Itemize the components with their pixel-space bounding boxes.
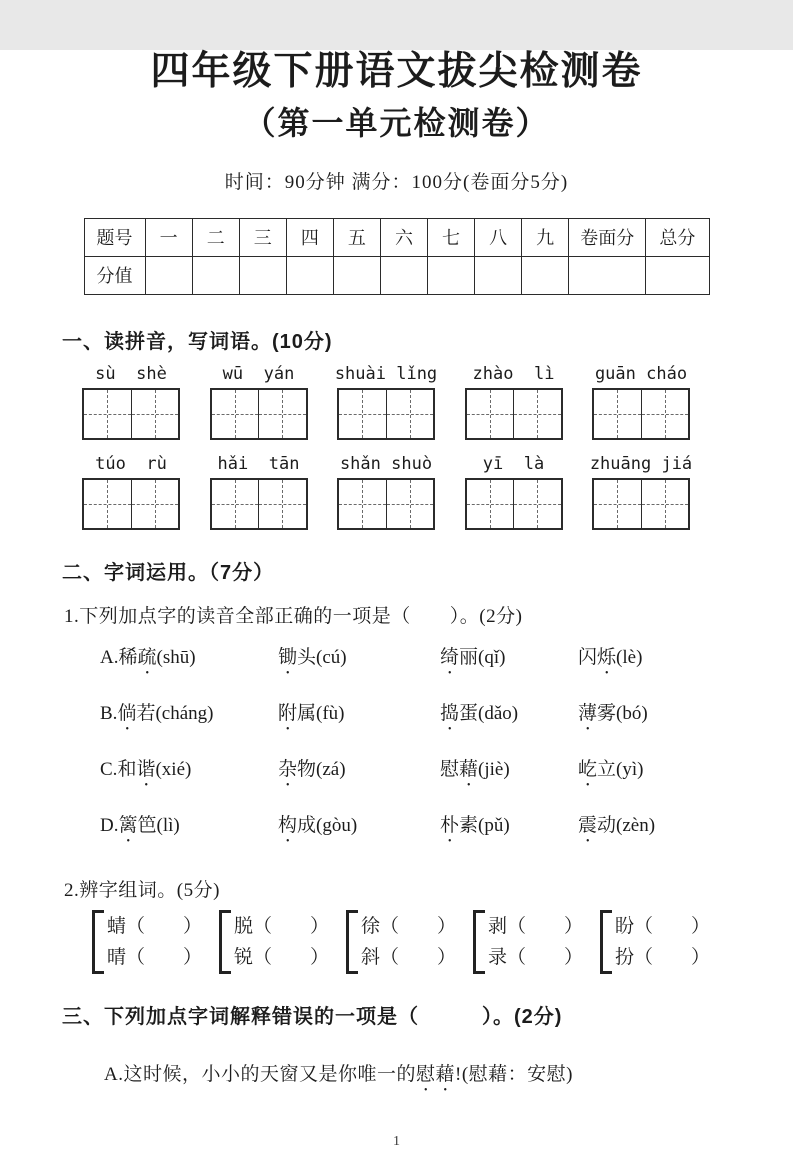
word-pair-group xyxy=(219,910,329,974)
section-three-heading: 三、下列加点字词解释错误的一项是（ ）。(2分) xyxy=(62,1005,563,1028)
answer-blank: （ ） xyxy=(633,946,710,968)
sentence-text-dotted: 慰藉 xyxy=(415,1063,455,1085)
score-header-cell: 八 xyxy=(475,218,522,256)
option-b-item-3 xyxy=(440,698,578,735)
left-bracket-icon xyxy=(473,910,485,974)
group-lines xyxy=(488,912,583,972)
group-char: 盼 xyxy=(614,915,634,937)
group-char: 斜 xyxy=(360,946,380,968)
option-word: 慰 xyxy=(440,758,460,780)
score-value-cell xyxy=(569,256,646,294)
option-d-item-1 xyxy=(100,810,278,847)
pinyin-label: yī là xyxy=(482,453,545,474)
writing-box xyxy=(592,478,690,530)
pinyin-row-1 xyxy=(72,364,700,440)
option-word: (lè) xyxy=(616,646,643,668)
score-value-cell xyxy=(646,256,709,294)
pinyin-unit xyxy=(582,454,700,530)
answer-blank: （ ） xyxy=(379,946,456,968)
section-two-heading: 二、字词运用。（7分） xyxy=(62,561,275,584)
group-line xyxy=(234,912,329,941)
writing-box xyxy=(210,478,308,530)
writing-box-cell xyxy=(594,390,642,438)
option-word: (jiè) xyxy=(478,758,510,780)
answer-blank: （ ） xyxy=(506,915,583,937)
option-word: 笆(lì) xyxy=(137,814,180,836)
score-value-cell xyxy=(239,256,286,294)
word-pair-group xyxy=(346,910,456,974)
exam-meta: 时间：90分钟 满分：100分(卷面分5分) xyxy=(224,171,569,193)
writing-box-cell xyxy=(594,480,642,528)
score-header-cell: 题号 xyxy=(84,218,145,256)
writing-box xyxy=(465,478,563,530)
group-line xyxy=(234,943,329,972)
writing-box-cell xyxy=(514,480,561,528)
option-a-item-2 xyxy=(278,642,440,679)
pinyin-row-2 xyxy=(72,454,700,530)
option-word-dotted: 绮 xyxy=(440,646,460,668)
option-word-dotted: 构 xyxy=(278,814,298,836)
option-word: 动(zèn) xyxy=(597,814,656,836)
word-pair-group xyxy=(473,910,583,974)
writing-box xyxy=(82,478,180,530)
writing-box-cell xyxy=(259,390,306,438)
writing-box-cell xyxy=(212,480,260,528)
question-1-options xyxy=(100,642,793,847)
group-lines xyxy=(615,912,710,972)
answer-blank: （ ） xyxy=(253,915,330,937)
option-label: A. xyxy=(100,646,119,668)
score-header-cell: 七 xyxy=(427,218,474,256)
option-word-dotted: 锄 xyxy=(278,646,298,668)
score-header-cell: 二 xyxy=(192,218,239,256)
group-line xyxy=(488,943,583,972)
score-value-cell xyxy=(475,256,522,294)
pinyin-label: zhuāng jiá xyxy=(589,453,693,474)
group-char: 录 xyxy=(487,946,507,968)
answer-blank: （ ） xyxy=(506,946,583,968)
option-word-dotted: 震 xyxy=(578,814,598,836)
option-label: B. xyxy=(100,702,118,724)
score-header-cell: 总分 xyxy=(646,218,709,256)
question-1-stem: 1.下列加点字的读音全部正确的一项是（ ）。(2分) xyxy=(64,605,523,627)
pinyin-label: shuài lǐng xyxy=(334,363,438,384)
group-line xyxy=(361,912,456,941)
group-lines xyxy=(107,912,202,972)
option-word: 头(cú) xyxy=(297,646,347,668)
pinyin-label: sù shè xyxy=(95,363,167,384)
option-word-dotted: 屹 xyxy=(578,758,598,780)
word-pair-group xyxy=(92,910,202,974)
writing-box-cell xyxy=(387,480,434,528)
option-d-item-3 xyxy=(440,810,578,847)
option-word: 雾(bó) xyxy=(597,702,648,724)
option-b-item-4 xyxy=(578,698,793,735)
score-table-value-row xyxy=(84,256,709,294)
score-value-cell xyxy=(380,256,427,294)
option-word-dotted: 疏 xyxy=(137,646,157,668)
option-word: 和 xyxy=(117,758,137,780)
page-number: 1 xyxy=(393,1133,400,1149)
option-c-item-2 xyxy=(278,754,440,791)
writing-box-cell xyxy=(132,480,179,528)
writing-box xyxy=(337,388,435,440)
pinyin-unit xyxy=(455,454,573,530)
option-word: 立(yì) xyxy=(597,758,644,780)
word-pair-group xyxy=(600,910,710,974)
option-c-item-4 xyxy=(578,754,793,791)
score-value-cell xyxy=(522,256,569,294)
pinyin-label: zhào lì xyxy=(472,363,555,384)
pinyin-unit xyxy=(72,454,190,530)
section-one-heading: 一、读拼音，写词语。(10分) xyxy=(62,330,333,353)
option-word-dotted: 篱 xyxy=(118,814,138,836)
pinyin-label: guān cháo xyxy=(594,363,688,384)
answer-blank: （ ） xyxy=(379,915,456,937)
score-header-cell: 卷面分 xyxy=(569,218,646,256)
option-word: 素(pǔ) xyxy=(459,814,510,836)
score-header-cell: 六 xyxy=(380,218,427,256)
score-value-cell xyxy=(427,256,474,294)
pinyin-label: wū yán xyxy=(222,363,295,384)
section-three-option-a xyxy=(104,1059,793,1096)
writing-box xyxy=(592,388,690,440)
group-char: 蜻 xyxy=(107,915,127,937)
score-value-cell xyxy=(192,256,239,294)
option-b-item-2 xyxy=(278,698,440,735)
pinyin-unit xyxy=(327,364,445,440)
pinyin-unit xyxy=(200,454,318,530)
writing-box xyxy=(210,388,308,440)
writing-box-cell xyxy=(642,390,689,438)
option-b-item-1 xyxy=(100,698,278,735)
option-a-item-4 xyxy=(578,642,793,679)
option-label: C. xyxy=(100,758,118,780)
option-word-dotted: 薄 xyxy=(578,702,598,724)
question-2-stem: 2.辨字组词。(5分) xyxy=(64,879,220,901)
left-bracket-icon xyxy=(219,910,231,974)
option-word-dotted: 朴 xyxy=(440,814,460,836)
group-char: 剥 xyxy=(487,915,507,937)
left-bracket-icon xyxy=(346,910,358,974)
option-word: 闪 xyxy=(578,646,598,668)
score-value-cell xyxy=(333,256,380,294)
option-word-dotted: 倘 xyxy=(117,702,137,724)
pinyin-unit xyxy=(455,364,573,440)
group-char: 徐 xyxy=(360,915,380,937)
pinyin-label: túo rù xyxy=(95,453,167,474)
option-d-item-4 xyxy=(578,810,793,847)
group-line xyxy=(615,912,710,941)
option-c-item-1 xyxy=(100,754,278,791)
option-word: 成(gòu) xyxy=(297,814,358,836)
group-char: 晴 xyxy=(107,946,127,968)
option-a-item-1 xyxy=(100,642,278,679)
score-header-cell: 五 xyxy=(333,218,380,256)
group-line xyxy=(615,943,710,972)
option-word: 物(zá) xyxy=(297,758,346,780)
pinyin-unit xyxy=(582,364,700,440)
writing-box-cell xyxy=(642,480,689,528)
score-header-cell: 九 xyxy=(522,218,569,256)
group-line xyxy=(361,943,456,972)
writing-box xyxy=(465,388,563,440)
group-line xyxy=(107,943,202,972)
option-word: (shū) xyxy=(156,646,196,668)
answer-blank: （ ） xyxy=(126,915,203,937)
group-char: 脱 xyxy=(233,915,253,937)
group-lines xyxy=(361,912,456,972)
pinyin-unit xyxy=(200,364,318,440)
score-table xyxy=(84,218,710,295)
group-char: 扮 xyxy=(614,946,634,968)
left-bracket-icon xyxy=(92,910,104,974)
score-value-cell xyxy=(286,256,333,294)
writing-box-cell xyxy=(467,480,515,528)
pinyin-label: hǎi tān xyxy=(217,453,300,474)
sentence-text: A.这时候，小小的天窗又是你唯一的 xyxy=(104,1063,416,1085)
answer-blank: （ ） xyxy=(253,946,330,968)
score-header-cell: 一 xyxy=(145,218,192,256)
option-word: 属(fù) xyxy=(297,702,345,724)
group-line xyxy=(107,912,202,941)
pinyin-label: shǎn shuò xyxy=(339,453,433,474)
writing-box-cell xyxy=(212,390,260,438)
option-word: 若(cháng) xyxy=(136,702,214,724)
option-word-dotted: 捣 xyxy=(440,702,460,724)
option-word: 稀 xyxy=(118,646,138,668)
score-header-cell: 四 xyxy=(286,218,333,256)
option-word-dotted: 藉 xyxy=(459,758,479,780)
writing-box xyxy=(337,478,435,530)
answer-blank: （ ） xyxy=(633,915,710,937)
option-c-item-3 xyxy=(440,754,578,791)
writing-box-cell xyxy=(339,480,387,528)
group-lines xyxy=(234,912,329,972)
option-word: 丽(qǐ) xyxy=(459,646,506,668)
writing-box-cell xyxy=(387,390,434,438)
option-d-item-2 xyxy=(278,810,440,847)
score-value-row-label: 分值 xyxy=(84,256,145,294)
option-word-dotted: 杂 xyxy=(278,758,298,780)
exam-paper-page xyxy=(0,50,793,1171)
left-bracket-icon xyxy=(600,910,612,974)
writing-box-cell xyxy=(132,390,179,438)
writing-box-cell xyxy=(467,390,515,438)
writing-box xyxy=(82,388,180,440)
pinyin-unit xyxy=(327,454,445,530)
score-table-header-row xyxy=(84,218,709,256)
writing-box-cell xyxy=(84,390,132,438)
option-word-dotted: 烁 xyxy=(597,646,617,668)
writing-box-cell xyxy=(514,390,561,438)
question-2-groups xyxy=(92,910,710,974)
option-word: (xié) xyxy=(155,758,192,780)
page-subtitle: （第一单元检测卷） xyxy=(243,104,550,141)
option-a-item-3 xyxy=(440,642,578,679)
page-title: 四年级下册语文拔尖检测卷 xyxy=(150,50,643,93)
score-value-cell xyxy=(145,256,192,294)
writing-box-cell xyxy=(84,480,132,528)
option-word-dotted: 谐 xyxy=(136,758,156,780)
sentence-text: !(慰藉：安慰) xyxy=(455,1063,573,1085)
pinyin-unit xyxy=(72,364,190,440)
answer-blank: （ ） xyxy=(126,946,203,968)
option-word-dotted: 附 xyxy=(278,702,298,724)
option-label: D. xyxy=(100,814,119,836)
writing-box-cell xyxy=(259,480,306,528)
group-char: 锐 xyxy=(233,946,253,968)
score-header-cell: 三 xyxy=(239,218,286,256)
option-word: 蛋(dǎo) xyxy=(459,702,519,724)
writing-box-cell xyxy=(339,390,387,438)
group-line xyxy=(488,912,583,941)
